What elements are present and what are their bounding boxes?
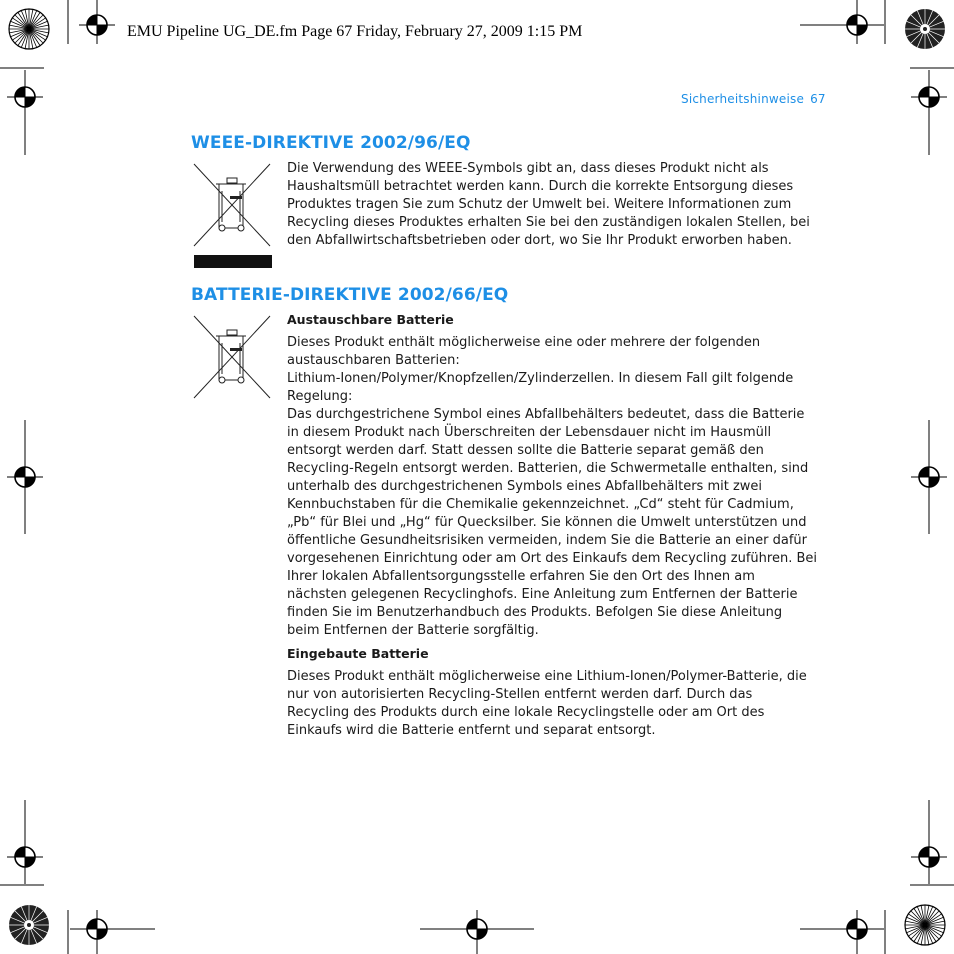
page-number: 67 — [810, 92, 826, 106]
builtin-battery-text: Dieses Produkt enthält möglicherweise eine Lithium-Ionen/Polymer-Batterie, die nur von autorisierten Recycling-Stellen entfernt werden darf. Durch das Recycling des Produkts durch eine lokale Recyclingstelle oder am Ort des Einkaufs wird die Batterie entfernt und separat entsorgt. — [287, 669, 807, 738]
replaceable-battery-types: Lithium-Ionen/Polymer/Knopfzellen/Zylinderzellen. In diesem Fall gilt folgende Regelung: — [287, 371, 794, 404]
running-head-section: Sicherheitshinweise — [681, 92, 805, 106]
replaceable-battery-title: Austauschbare Batterie — [287, 312, 454, 327]
battery-body — [287, 311, 817, 740]
replaceable-battery-rules: Das durchgestrichene Symbol eines Abfallbehälters bedeutet, dass die Batterie in diesem Produkt nach Überschreiten der Lebensdauer nicht im Hausmüll entsorgt werden darf. Statt dessen sollte die Batterie separat gemäß den Recycling-Regeln entsorgt werden. Batterien, die Schwermetalle enthalten, sind unterhalb des durchgestrichenen Symbols eines Abfallbehälters mit zwei Kennbuchstaben für die Chemikalie gekennzeichnet. „Cd“ steht für Cadmium, „Pb“ für Blei und „Hg“ für Quecksilber. Sie können die Umwelt unterstützen und öffentliche Gesundheitsrisiken vermeiden, indem Sie die Batterie an einer dafür vorgesehenen Einrichtung oder am Ort des Einkaufs dem Recycling zuführen. Bei Ihrer lokalen Abfallentsorgungsstelle erfahren Sie den Ort des Ihnen am nächsten gelegenen Recyclinghofs. Eine Anleitung zum Entfernen der Batterie finden Sie im Benutzerhandbuch des Produkts. Befolgen Sie diese Anleitung beim Entfernen der Batterie sorgfältig. — [287, 407, 817, 638]
builtin-battery-title: Eingebaute Batterie — [287, 646, 429, 661]
replaceable-battery-intro: Dieses Produkt enthält möglicherweise eine oder mehrere der folgenden austauschbaren Batterien: — [287, 335, 761, 368]
weee-text: Die Verwendung des WEEE-Symbols gibt an, dass dieses Produkt nicht als Haushaltsmüll betrachtet werden kann. Durch die korrekte Entsorgung dieses Produktes tragen Sie zum Schutz der Umwelt bei. Weitere Informationen zum Recycling dieses Produktes erhalten Sie bei den zuständigen lokalen Stellen, bei den Abfallwirtschaftsbetrieben oder dort, wo Sie Ihr Produkt erworben haben. — [287, 161, 810, 248]
battery-heading: BATTERIE-DIREKTIVE 2002/66/EQ — [191, 285, 509, 305]
running-head — [681, 92, 826, 106]
weee-heading: WEEE-DIREKTIVE 2002/96/EQ — [191, 133, 471, 153]
crossed-bin-icon — [192, 162, 274, 270]
crossed-bin-icon — [192, 314, 274, 400]
slug-line: EMU Pipeline UG_DE.fm Page 67 Friday, February 27, 2009 1:15 PM — [127, 23, 583, 40]
